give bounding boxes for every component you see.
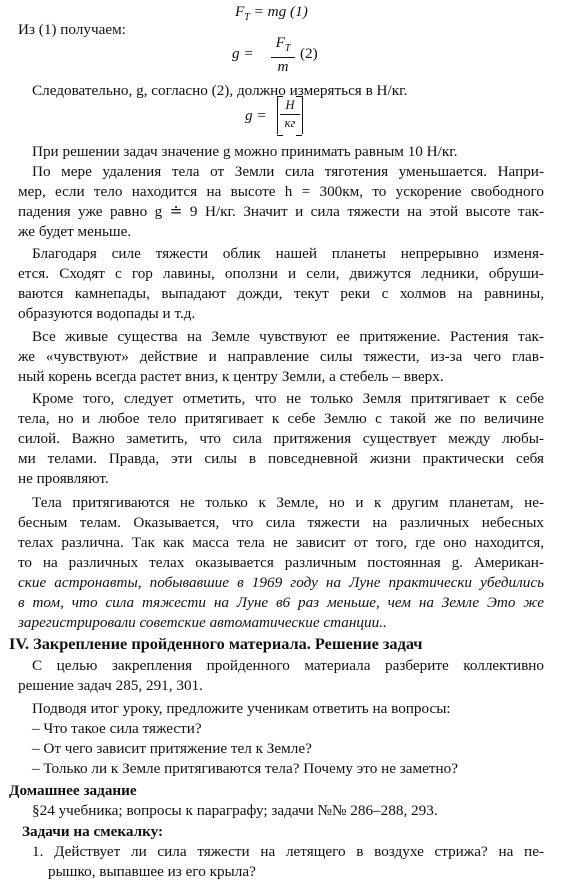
text-line: Подводя итог уроку, предложите ученикам ответить на вопросы: (32, 700, 451, 717)
formula-2-lhs: g = (232, 45, 254, 62)
text-line: §24 учебника; вопросы к параграфу; задачи №№ 286–288, 293. (32, 802, 438, 819)
text-line: Следовательно, g, согласно (2), должно измеряться в Н/кг. (32, 82, 408, 99)
formula-1-F: F (235, 3, 245, 20)
formula-3-numerator: H (280, 97, 300, 115)
text-line: же будет меньше. (18, 223, 132, 240)
formula-2-tag: (2) (300, 45, 318, 62)
formula-2-numerator (271, 34, 295, 58)
task-item-continuation: рышко, выпавшее из его крыла? (48, 863, 256, 880)
text-line: в том, что сила тяжести на Луне в6 раз меньше, чем на Земле Это же (18, 594, 544, 611)
text-line: то на различных телах оказывается различным постоянная g. Американ- (18, 554, 544, 571)
text-line: мер, если тело находится на высоте h = 300км, то ускорение свободного (18, 183, 544, 200)
homework-heading: Домашнее задание (9, 782, 137, 799)
formula-3-denominator: кг (284, 116, 296, 130)
tasks-heading: Задачи на смекалку: (22, 823, 164, 840)
question-item: – Только ли к Земле притягиваются тела? Почему это не заметно? (32, 760, 458, 777)
formula-3-lhs: g = (245, 107, 267, 124)
text-line: ный корень всегда растет вниз, к центру Земли, а стебель – вверх. (18, 368, 444, 385)
task-item: 1. Действует ли сила тяжести на летящего в воздухе стрижа? на пе- (32, 843, 544, 860)
text-line: Тела притягиваются не только к Земле, но и к другим планетам, не- (32, 494, 544, 511)
formula-2-num-sub: T (284, 43, 291, 55)
text-line: С целью закрепления пройденного материала разберите коллективно (32, 657, 544, 674)
formula-3-fraction (280, 97, 300, 132)
text-line: Все живые существа на Земле чувствуют ее притяжение. Растения так- (32, 328, 544, 345)
text-line: падения уже равно g ≐ 9 Н/кг. Значит и сила тяжести на этой высоте так- (18, 203, 544, 220)
section-heading: IV. Закрепление пройденного материала. Решение задач (9, 634, 423, 653)
text-line: бесным телам. Оказывается, что сила тяжести на различных небесных (18, 514, 544, 531)
text-line: не проявляют. (18, 470, 109, 487)
text-line: телах различна. Так как масса тела не зависит от того, где оно находится, (18, 534, 544, 551)
text-line: ваются камнепады, выпадают дожди, текут реки с холмов на равнины, (18, 285, 544, 302)
text-line: ется. Сходят с гор лавины, оползни и сели, движутся ледники, обруши- (18, 265, 544, 282)
text-line: Благодаря силе тяжести облик нашей планеты непрерывно изменя- (32, 245, 544, 262)
text-line: ские астронавты, побывавшие в 1969 году на Луне практически убедились (18, 574, 544, 591)
text-line: тела, но и любое тело притягивает к себе Землю с такой же по величине (18, 410, 544, 427)
formula-2-num-F: F (275, 34, 285, 51)
formula-1 (235, 2, 308, 28)
question-item: – Что такое сила тяжести? (32, 720, 202, 737)
text-line: ми телами. Правда, эти силы в повседневной жизни практически себя (18, 450, 544, 467)
text-line: Кроме того, следует отметить, что не только Земля притягивает к себе (32, 390, 544, 407)
text-line: образуются водопады и т.д. (18, 305, 196, 322)
formula-1-rest: = mg (1) (249, 3, 308, 20)
formula-2-denominator: m (277, 58, 289, 76)
text-line: Из (1) получаем: (18, 21, 126, 38)
text-line: же «чувствуют» действие и направление силы тяжести, из-за чего глав- (18, 348, 544, 365)
question-item: – От чего зависит притяжение тел к Земле? (32, 740, 312, 757)
text-line: силой. Важно заметить, что сила притяжения существует между любы- (18, 430, 544, 447)
text-line: По мере удаления тела от Земли сила тяготения уменьшается. Напри- (32, 163, 544, 180)
formula-1-sub: T (244, 12, 250, 24)
text-line: При решении задач значение g можно принимать равным 10 Н/кг. (32, 143, 458, 160)
text-line: решение задач 285, 291, 301. (18, 677, 203, 694)
text-line: зарегистрировали советские автоматические станции.. (18, 614, 387, 631)
formula-2-fraction (271, 34, 295, 75)
